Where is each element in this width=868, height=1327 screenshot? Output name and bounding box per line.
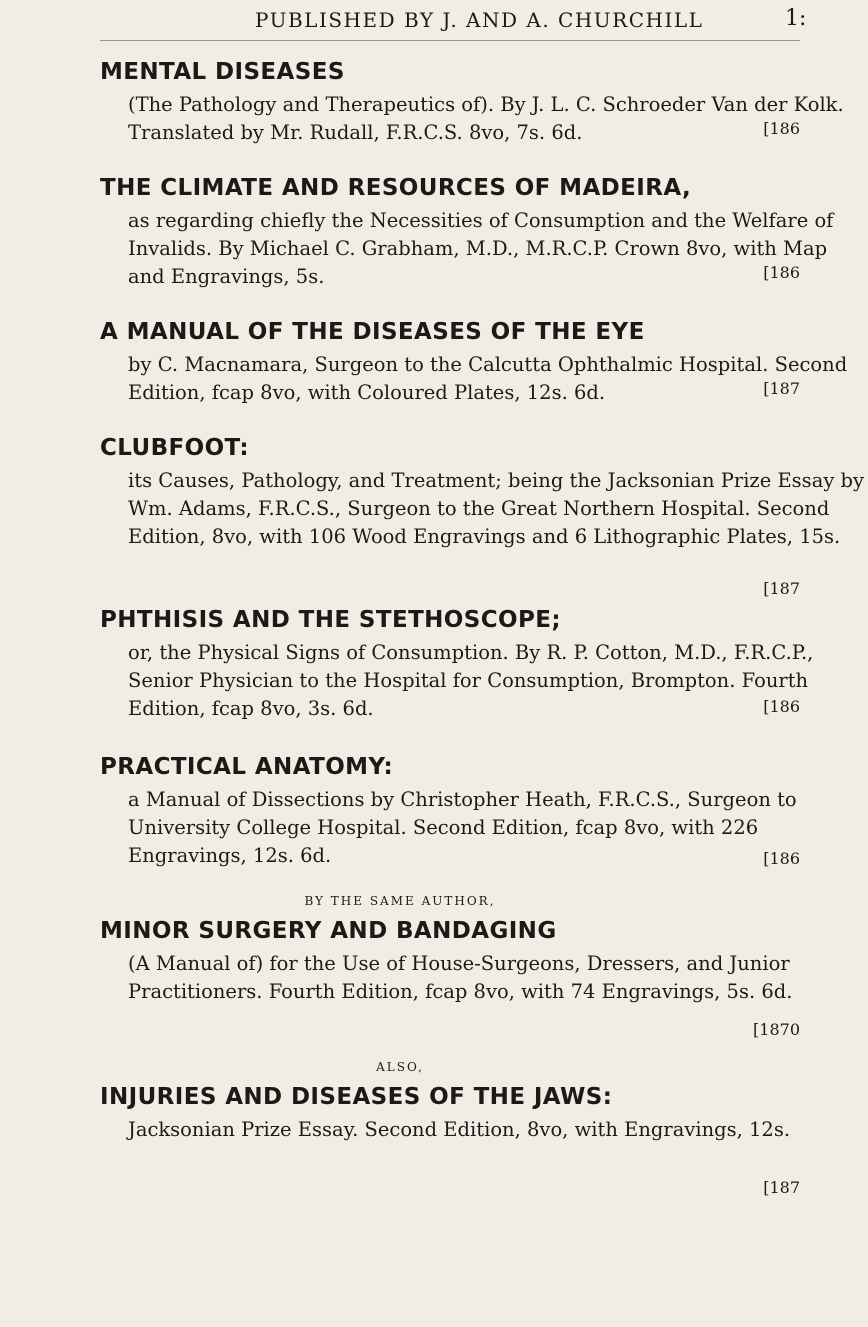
section-caption-also: ALSO, — [376, 1060, 424, 1074]
catalog-entry-diseases-of-the-eye — [100, 317, 848, 407]
entry-title: PRACTICAL ANATOMY: — [100, 754, 394, 780]
catalog-entry-madeira — [100, 173, 834, 291]
section-caption-same-author: BY THE SAME AUTHOR, — [304, 894, 496, 908]
entry-title: INJURIES AND DISEASES OF THE JAWS: — [100, 1084, 613, 1110]
catalog-entry-minor-surgery — [100, 916, 800, 1039]
entry-year-ref: [186 — [763, 119, 800, 138]
entry-year-ref: [186 — [763, 697, 800, 716]
entry-description: as regarding chiefly the Necessities of Consumption and the Welfare of Invalids. By Michael C. Grabham, M.D., M.R.C.P. Crown 8vo, with Map and Engravings, 5s. — [128, 209, 834, 288]
catalog-entry-clubfoot — [100, 433, 865, 598]
catalog-entry-injuries-of-the-jaws — [100, 1082, 800, 1197]
entry-title: CLUBFOOT: — [100, 435, 249, 461]
entry-year-ref: [186 — [763, 849, 800, 868]
entry-year-ref: [187 — [763, 379, 800, 398]
entry-year-ref: [1870 — [753, 1020, 800, 1039]
entry-description: (The Pathology and Therapeutics of). By J. L. C. Schroeder Van der Kolk. Translated by Mr. Rudall, F.R.C.S. 8vo, 7s. 6d. — [128, 93, 844, 144]
catalog-entry-mental-diseases — [100, 57, 844, 147]
entry-title: MINOR SURGERY AND BANDAGING — [100, 918, 557, 944]
entry-year-ref: [186 — [763, 263, 800, 282]
running-header: PUBLISHED BY J. AND A. CHURCHILL — [255, 8, 704, 32]
entry-year-ref: [187 — [763, 579, 800, 598]
catalog-entry-phthisis — [100, 605, 814, 723]
page-number: 1: — [785, 6, 807, 31]
entry-title: A MANUAL OF THE DISEASES OF THE EYE — [100, 319, 645, 345]
entry-title: PHTHISIS AND THE STETHOSCOPE; — [100, 607, 561, 633]
catalog-entry-practical-anatomy — [100, 752, 800, 870]
entry-description: Jacksonian Prize Essay. Second Edition, 8vo, with Engravings, 12s. — [128, 1118, 791, 1141]
header-rule — [100, 40, 800, 41]
entry-title: MENTAL DISEASES — [100, 59, 345, 85]
entry-description: by C. Macnamara, Surgeon to the Calcutta Ophthalmic Hospital. Second Edition, fcap 8vo, with Coloured Plates, 12s. 6d. — [128, 353, 848, 404]
entry-description: a Manual of Dissections by Christopher Heath, F.R.C.S., Surgeon to University College Hospital. Second Edition, fcap 8vo, with 226 Engravings, 12s. 6d. — [128, 788, 797, 867]
entry-description: (A Manual of) for the Use of House-Surgeons, Dressers, and Junior Practitioners. Fourth Edition, fcap 8vo, with 74 Engravings, 5s. 6d. — [128, 952, 793, 1003]
entry-description: or, the Physical Signs of Consumption. By R. P. Cotton, M.D., F.R.C.P., Senior Physician to the Hospital for Consumption, Brompton. Fourth Edition, fcap 8vo, 3s. 6d. — [128, 641, 814, 720]
entry-description: its Causes, Pathology, and Treatment; being the Jacksonian Prize Essay by Wm. Adams, F.R.C.S., Surgeon to the Great Northern Hospital. Second Edition, 8vo, with 106 Wood Engravings and 6 Lithographic Plates, 15s. — [128, 469, 865, 548]
entry-title: THE CLIMATE AND RESOURCES OF MADEIRA, — [100, 175, 692, 201]
entry-year-ref: [187 — [763, 1178, 800, 1197]
